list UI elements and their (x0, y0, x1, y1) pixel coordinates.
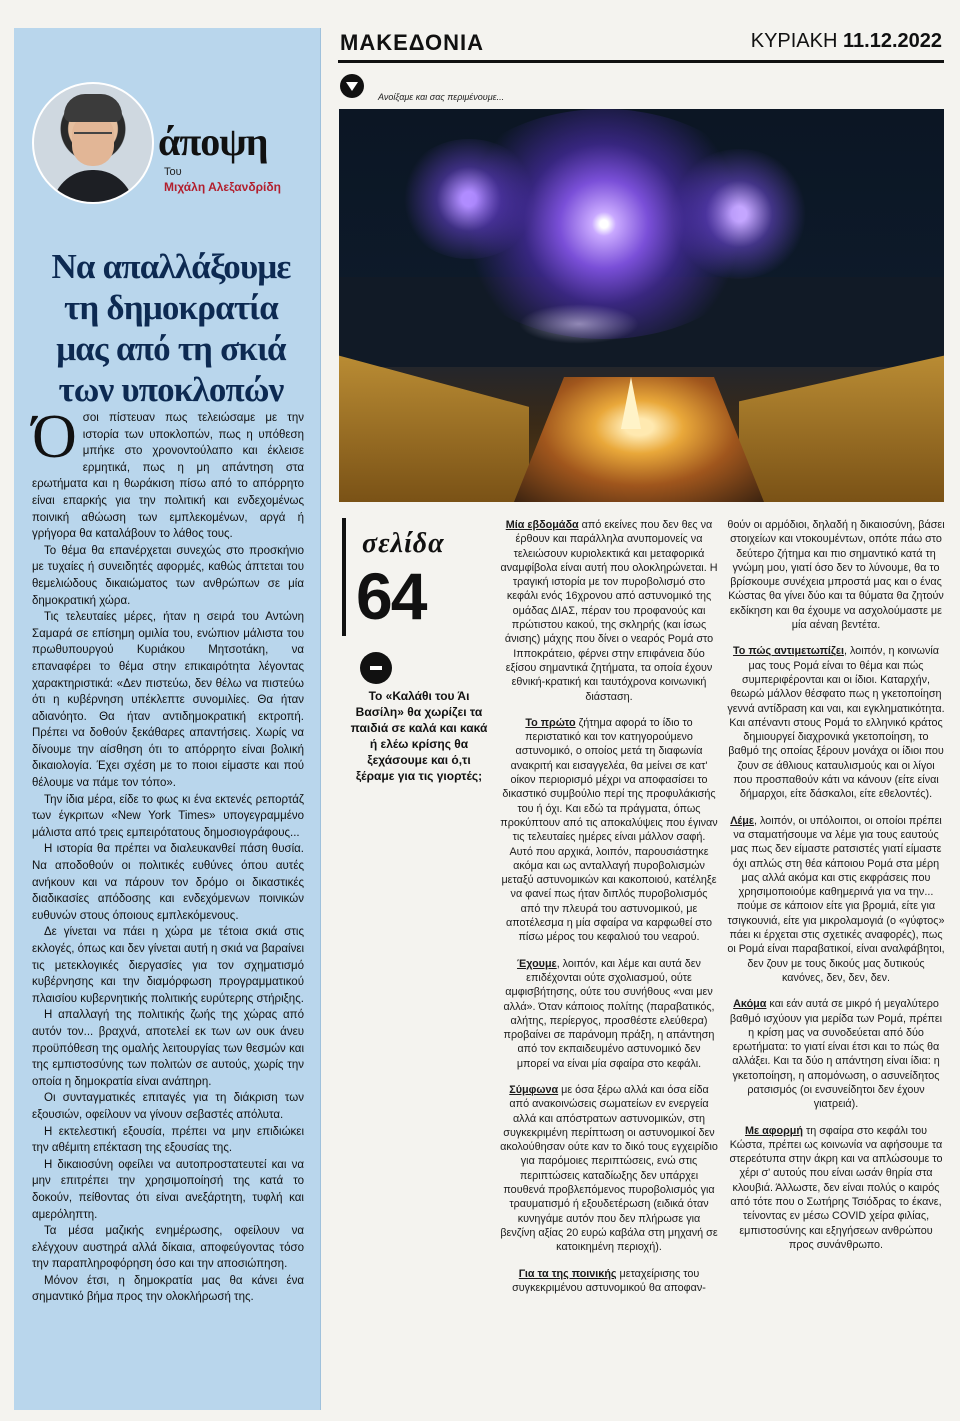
opinion-paragraph: Η ιστορία θα πρέπει να διαλευκανθεί πάση θυσία. Να αποδοθούν οι πολιτικές ευθύνες όπου αυτές ανήκουν και να πάρουν τον δρόμο οι δικαστικές διαδικασίες απόδοσης και ενδεχόμενων ποινικών ευθυνών στους όποιους εμπλεκόμενους. (32, 843, 304, 922)
selida-quote: Το «Καλάθι του Άι Βασίλη» θα χωρίζει τα παιδιά σε καλά και κακά ή ελέω κρίσης θα ξεχάσουμε και ό,τι ξέραμε για τις γιορτές; (350, 689, 488, 783)
opinion-paragraph: Οι συνταγματικές επιταγές για τη διάκριση των εξουσιών, οφείλουν να γίνουν σεβαστές απόλυτα. (32, 1092, 304, 1121)
column-paragraph: Το πώς αντιμετωπίζει, λοιπόν, η κοινωνία μας τους Ρομά είναι το θέμα και πώς συμπεριφέρονται και οι ίδιοι. Καταρχήν, θεωρώ μάλλον θέσφατο πως η γκετοποίηση γεννά αντίδραση και ναι, και εγκληματικότητα. Και απέναντι στους Ρομά το ελληνικό κράτος δημιουργεί διαχρονικά γκετοποίηση, το βαθμό της οποίας ξέρουν μονάχα οι ίδιοι που ζουν σε άθλιους καταυλισμούς και οι λίγοι που προσπαθούν κάτι να κάνουν (είτε είναι δήμαρχοι, είτε δάσκαλοι, είτε εθελοντές). (727, 645, 945, 801)
issue-day: ΚΥΡΙΑΚΗ (750, 30, 838, 52)
minus-icon (360, 652, 392, 684)
drop-cap: Ό (32, 403, 77, 471)
column-middle (500, 518, 718, 1307)
selida-label: σελίδα (362, 528, 445, 559)
issue-date (751, 30, 942, 53)
column-paragraph: Μία εβδομάδα από εκείνες που δεν θες να έρθουν και παράλληλα ανυπομονείς να τελειώσουν κυριολεκτικά και μεταφορικά αναμφίβολα είναι αυτή που ολοκληρώνεται. Η τραγική ιστορία με τον πυροβολισμό στο κεφάλι ενός 16χρονου από αστυνομικό της ομάδας ΔΙΑΣ, πέραν του προφανούς και πρώτιστου κακού, της σκληρής (και ίσως άνισης) μάχης που δίνει ο νεαρός Ρομά στο Ιπποκράτειο, φέρνει στην επιφάνεια δύο εξίσου σημαντικά ζητήματα, τα οποία έχουν εθνική-κρατική και ταυτόχρονα κοινωνική διάσταση. (500, 519, 718, 703)
opinion-headline: Να απαλλάξουμε τη δημοκρατία μας από τη σκιά των υποκλοπών (51, 247, 291, 409)
column-paragraph: Με αφορμή τη σφαίρα στο κεφάλι του Κώστα, πρέπει ως κοινωνία να αφήσουμε τα στερεότυπα στην άκρη και να απλώσουμε το χέρι σ' αυτούς που είναι ωσάν θηρία στα κλουβιά. Άλλωστε, δεν είναι πολύς ο καιρός από τότε που ο Σωτήρης Τσιόδρας το έκανε, τείνοντας εν μέσω COVID χείρα φιλίας, εμπιστοσύνης και εξηγήσεων ανθρώπου προς συνάνθρωπο. (729, 1124, 943, 1251)
opinion-paragraph: Τις τελευταίες μέρες, ήταν η σειρά του Αντώνη Σαμαρά σε επίσημη ομιλία του, ενώπιον μάλιστα του πρωθυπουργού Κυριάκου Μητσοτάκη, να επαναφέρει το θέμα στην επικαιρότητα λέγοντας χαρακτηριστικά: «Δεν πιστεύω, δεν θέλω να πιστεύω ότι η κυβέρνηση υπέκλεπτε συνομιλίες. Θα ήταν αδιανόητο. Θα ήταν αντιδημοκρατική εκτροπή. Πρέπει να δοθούν ξεκάθαρες απαντήσεις. Χωρίς να δίνουμε την αίσθηση ότι το απόρρητο είναι βολική δικαιολογία. Έχει σχέση με το ποιοι είμαστε και πού θέλουμε να πάμε τον τόπο». (32, 611, 304, 790)
column-right (727, 518, 945, 1264)
opinion-column (14, 28, 321, 1410)
column-paragraph: Έχουμε, λοιπόν, και λέμε και αυτά δεν επιδέχονται ούτε σχολιασμού, ούτε αμφισβήτησης, ούτε του συνήθους «ναι μεν αλλά». Όταν κάποιος πολίτης (παραβατικός, αλήτης, περίεργος, προσθέστε ελεύθερα) προβαίνει σε παράνομη πράξη, η απάντηση από τον εκπαιδευμένο αστυνομικό δεν μπορεί να είναι μία σφαίρα στο κεφάλι. (503, 957, 715, 1070)
author-avatar (32, 82, 154, 204)
selida-number: 64 (356, 559, 426, 633)
column-paragraph: Το πρώτο ζήτημα αφορά το ίδιο το περιστατικό και τον κατηγορούμενο αστυνομικό, ο οποίος μετά τη διαφωνία ανακριτή και εισαγγελέα, θα μείνει σε κατ' οίκον περιορισμό μέχρι να αποφασίσει το δικαστικό συμβούλιο περί της προφυλάκισής του ή όχι. Και εδώ τα πράγματα, όπως προκύπτουν από τις αποκαλύψεις που έγιναν τις τελευταίες ημέρες είναι μάλλον σαφή. Αυτό που αρχικά, λοιπόν, παρουσιάστηκε ακόμα και ως ανταλλαγή πυροβολισμών μεταξύ αστυνομικών και κακοποιού, κατέληξε να φανεί πως ήταν διπλός πυροβολισμός από την πλευρά του αστυνομικού, με αποτέλεσμα η μία σφαίρα να καρφωθεί στο πίσω μέρος του κεφαλιού του νεαρού. (500, 716, 718, 944)
issue-date-value: 11.12.2022 (843, 30, 942, 52)
opinion-paragraph: Την ίδια μέρα, είδε το φως κι ένα εκτενές ρεπορτάζ των έγκριτων «New York Times» υπογεγραμμένο μάλιστα από τρεις εμπειρότατους δημοσιογράφους... (32, 793, 304, 839)
selida-rule (342, 518, 346, 636)
opinion-paragraph: Τα μέσα μαζικής ενημέρωσης, οφείλουν να ελέγχουν αυστηρά αλλά δίκαια, αποφεύγοντας τόσο την παραπληροφόρηση όσο και την αποσιώπηση. (32, 1225, 304, 1271)
column-paragraph: θούν οι αρμόδιοι, δηλαδή η δικαιοσύνη, βάσει στοιχείων και ντοκουμέντων, οπότε πάω στο δεύτερο ζήτημα και πιο σημαντικό κατά τη γνώμη μου, γιατί όσο δεν το λύνουμε, θα το βρίσκουμε συνέχεια μπροστά μας και ο ένας Κώστας θα γίνει δύο και τα θύματα θα ζητούν εκδίκηση και θα έχουμε να ασχολούμαστε με μία αέναη βεντέτα. (727, 519, 945, 632)
opinion-paragraph: Δε γίνεται να πάει η χώρα με τέτοια σκιά στις εκλογές, όπως και δεν γίνεται αυτή η σκιά να βαραίνει τις μετεκλογικές διεργασίες για τον σχηματισμό κυβέρνησης και την διαμόρφωση προγραμματικού πλαισίου κυβερνητικής πολιτικής ευρύτερης στήριξης. (32, 926, 304, 1005)
opinion-paragraph: Η δικαιοσύνη οφείλει να αυτοπροστατευτεί και να μην επιτρέπει την χρησιμοποίησή της κατά το δοκούν, πείθοντας ότι είναι ανεξάρτητη, τυφλή και αμερόληπτη. (32, 1158, 304, 1221)
section-label: άποψη (158, 119, 268, 164)
header-rule (338, 60, 944, 63)
opinion-body (32, 403, 304, 1306)
newspaper-name: ΜΑΚΕΔΟΝΙΑ (340, 30, 484, 55)
column-paragraph: Για τα της ποινικής μεταχείρισης του συγκεκριμένου αστυνομικού θα αποφαν- (512, 1267, 706, 1294)
column-paragraph: Σύμφωνα με όσα ξέρω αλλά και όσα είδα από ανακοινώσεις σωματείων εν ενεργεία αλλά και απόστρατων αστυνομικών, στη συγκεκριμένη περίπτωση οι αστυνομικοί δεν ακολούθησαν ούτε καν το δικό τους εγχειρίδιο για παρόμοιες περιπτώσεις, ενώ στις περιπτώσεις καταδίωξης δεν υπάρχει πουθενά προβλεπόμενος πυροβολισμός για τραυματισμό ή εξουδετέρωση (ειδικά όταν κυνηγάμε αυτόν που δεν πλήρωσε για βενζίνη αξίας 20 ευρώ καβάλα στη μηχανή σε κατοικημένη περιοχή). (500, 1083, 718, 1254)
byline-prefix: Του (164, 166, 182, 178)
opinion-paragraph: Το θέμα θα επανέρχεται συνεχώς στο προσκήνιο με τυχαίες ή συνειδητές αφορμές, καθώς άπτεται του θεμελιώδους δικαιώματος των ανθρώπων σε μία δημοκρατική χώρα. (32, 544, 304, 607)
column-paragraph: Λέμε, λοιπόν, οι υπόλοιποι, οι οποίοι πρέπει να σταματήσουμε να λέμε για τους εαυτούς μας πως δεν είμαστε ρατσιστές γιατί είμαστε όχι απλώς στη θέα κάποιου Ρομά στα μέρη μας αλλά ακόμα και στις εκφράσεις που χρησιμοποιούμε καθημερινά για να την... πούμε σε κάποιον είτε για βρομιά, είτε για τσιγκουνιά, είτε για μικρολαμογιά (ο «γύφτος» πάει κι έρχεται στις σχετικές αναφορές), πως οι Ρομά είναι παραβατικοί, είναι αναλφάβητοι, δεν ζουν με τους δικούς μας δυτικούς κανόνες, δεν, δεν, δεν. (727, 814, 945, 984)
opinion-paragraph: Όσοι πίστευαν πως τελειώσαμε με την ιστορία των υποκλοπών, πως η υπόθεση μπήκε στο χρονοντούλαπο και έκλεισε ερμητικά, πως η μη απάντηση στα ερωτήματα και η θωράκιση πίσω από το απόρρητο είναι επαρκής για την πολιτική και ενδεχομένως ποινική αθώωση των εμπλεκομένων, αργά ή γρήγορα θα καταλάβουν το λάθος τους. (32, 403, 304, 541)
opinion-paragraph: Μόνον έτσι, η δημοκρατία μας θα κάνει ένα σημαντικό βήμα προς την ολοκλήρωσή της. (32, 1274, 304, 1304)
column-paragraph: Ακόμα και εάν αυτά σε μικρό ή μεγαλύτερο βαθμό ισχύουν για μερίδα των Ρομά, πρέπει η κρίση μας να συνοδεύεται από δύο ερωτήματα: το γιατί είναι έτσι και το πώς θα αλλάξει. Και τα δύο η απάντηση είναι ίδια: η γκετοποίηση, η απομόνωση, ο ασυνείδητος ρατσισμός (οι ενσυνείδητοι δεν έχουν γιατρειά). (729, 998, 943, 1111)
down-arrow-icon (340, 74, 364, 98)
photo-caption: Ανοίξαμε και σας περιμένουμε... (378, 92, 505, 102)
author-name: Μιχάλη Αλεξανδρίδη (164, 180, 281, 194)
fireworks-photo (339, 109, 944, 502)
opinion-paragraph: Η εκτελεστική εξουσία, πρέπει να μην επιδιώκει την αθέμιτη επέκταση της εξουσίας της. (32, 1125, 304, 1155)
opinion-paragraph: Η απαλλαγή της πολιτικής ζωής της χώρας από αυτόν τον... βραχνά, αποτελεί εκ των ων ουκ άνευ προϋπόθεση της ομαλής λειτουργίας των θεσμών και της εμπιστοσύνης των πολιτών σε αυτούς, χωρίς την οποία η δημοκρατία είναι ανάπηρη. (32, 1009, 304, 1088)
